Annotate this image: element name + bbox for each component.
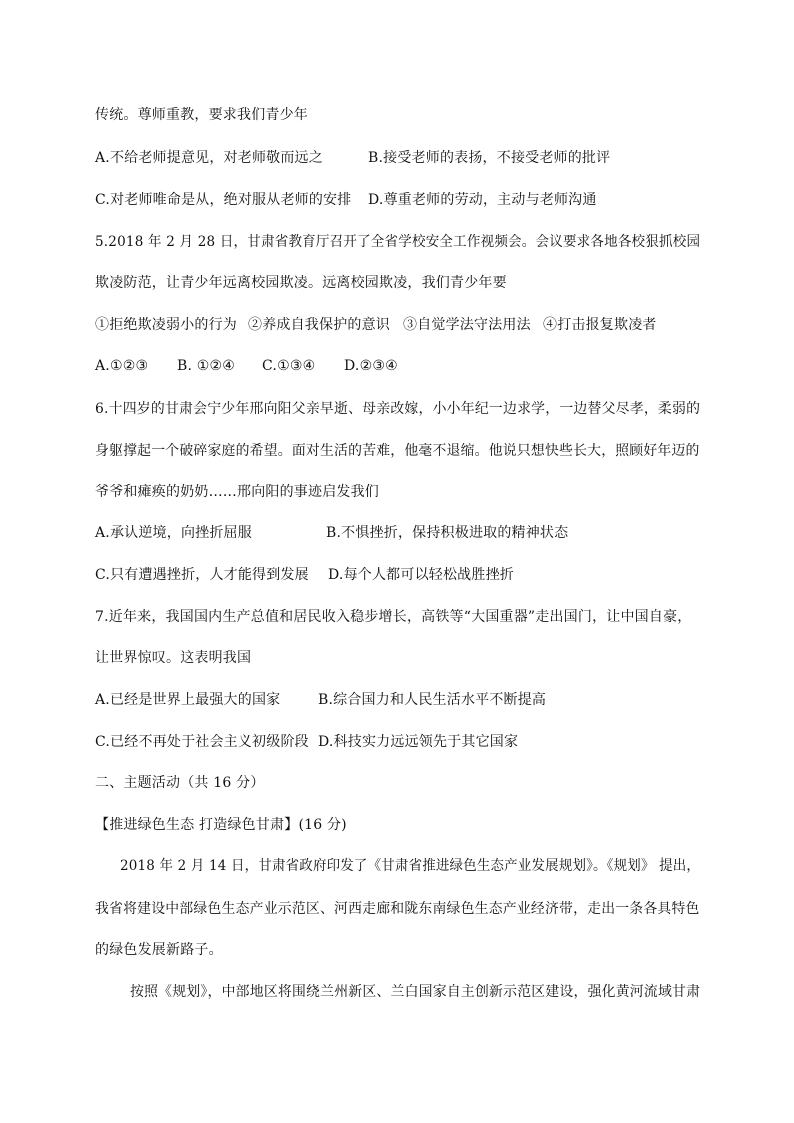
q6-stem-line-3: 爷爷和瘫痪的奶奶……邢向阳的事迹启发我们 xyxy=(95,484,379,500)
q4-option-d: D.尊重老师的劳动，主动与老师沟通 xyxy=(368,192,597,208)
para-1-line-1: 2018 年 2 月 14 日，甘肃省政府印发了《甘肃省推进绿色生态产业发展规划》。《规划》 提出， xyxy=(120,858,701,874)
q4-option-c: C.对老师唯命是从，绝对服从老师的安排 xyxy=(95,192,352,208)
q5-option-c: C.①③④ xyxy=(262,358,316,374)
continuation-line: 传统。尊师重教，要求我们青少年 xyxy=(95,107,308,123)
q6-stem-line-2: 身躯撑起一个破碎家庭的希望。面对生活的苦难，他毫不退缩。他说只想快些长大，照顾好年迈的 xyxy=(95,443,700,459)
q5-item-2: ②养成自我保护的意识 xyxy=(248,317,390,333)
q5-option-b: B. ①②④ xyxy=(177,358,236,374)
q5-option-d: D.②③④ xyxy=(344,358,398,374)
q5-stem-line-1: 5.2018 年 2 月 28 日，甘肃省教育厅召开了全省学校安全工作视频会。会议要求各地各校狠抓校园 xyxy=(95,234,701,250)
q7-option-d: D.科技实力远远领先于其它国家 xyxy=(318,734,519,750)
q6-stem-line-1: 6.十四岁的甘肃会宁少年邢向阳父亲早逝、母亲改嫁，小小年纪一边求学，一边替父尽孝，柔弱的 xyxy=(95,401,701,417)
q7-option-a: A.已经是世界上最强大的国家 xyxy=(95,692,281,708)
activity-title: 【推进绿色生态 打造绿色甘肃】(16 分) xyxy=(95,817,347,833)
q5-item-1: ①拒绝欺凌弱小的行为 xyxy=(95,317,237,333)
para-1-line-2: 我省将建设中部绿色生态产业示范区、河西走廊和陇东南绿色生态产业经济带，走出一条各具特色 xyxy=(95,901,700,917)
q6-option-c: C.只有遭遇挫折，人才能得到发展 xyxy=(95,567,309,583)
q5-stem-line-2: 欺凌防范，让青少年远离校园欺凌。远离校园欺凌，我们青少年要 xyxy=(95,275,507,291)
q7-option-b: B.综合国力和人民生活水平不断提高 xyxy=(318,692,547,708)
q4-options-row-2 xyxy=(95,191,597,209)
q4-options-row-1 xyxy=(95,149,611,167)
q4-option-a: A.不给老师提意见，对老师敬而远之 xyxy=(95,150,323,166)
q6-option-b: B.不惧挫折，保持积极进取的精神状态 xyxy=(326,525,569,541)
section-2-heading: 二、主题活动（共 16 分） xyxy=(95,775,265,791)
q4-option-b: B.接受老师的表扬，不接受老师的批评 xyxy=(368,150,611,166)
q6-options-row-2 xyxy=(95,566,514,584)
q7-stem-line-2: 让世界惊叹。这表明我国 xyxy=(95,650,252,666)
q7-options-row-1 xyxy=(95,691,547,709)
q6-option-a: A.承认逆境，向挫折屈服 xyxy=(95,525,252,541)
para-1-line-3: 的绿色发展新路子。 xyxy=(95,942,223,958)
q5-option-a: A.①②③ xyxy=(95,358,149,374)
q5-item-3: ③自觉学法守法用法 xyxy=(403,317,531,333)
q5-item-4: ④打击报复欺凌者 xyxy=(543,317,657,333)
q7-options-row-2 xyxy=(95,733,519,751)
q6-options-row-1 xyxy=(95,524,569,542)
q7-stem-line-1: 7.近年来，我国国内生产总值和居民收入稳步增长，高铁等“大国重器”走出国门，让中国自豪， xyxy=(95,609,692,625)
para-2-line-1: 按照《规划》，中部地区将围绕兰州新区、兰白国家自主创新示范区建设，强化黄河流域甘肃 xyxy=(130,984,701,1000)
q7-option-c: C.已经不再处于社会主义初级阶段 xyxy=(95,734,309,750)
q6-option-d: D.每个人都可以轻松战胜挫折 xyxy=(328,567,514,583)
